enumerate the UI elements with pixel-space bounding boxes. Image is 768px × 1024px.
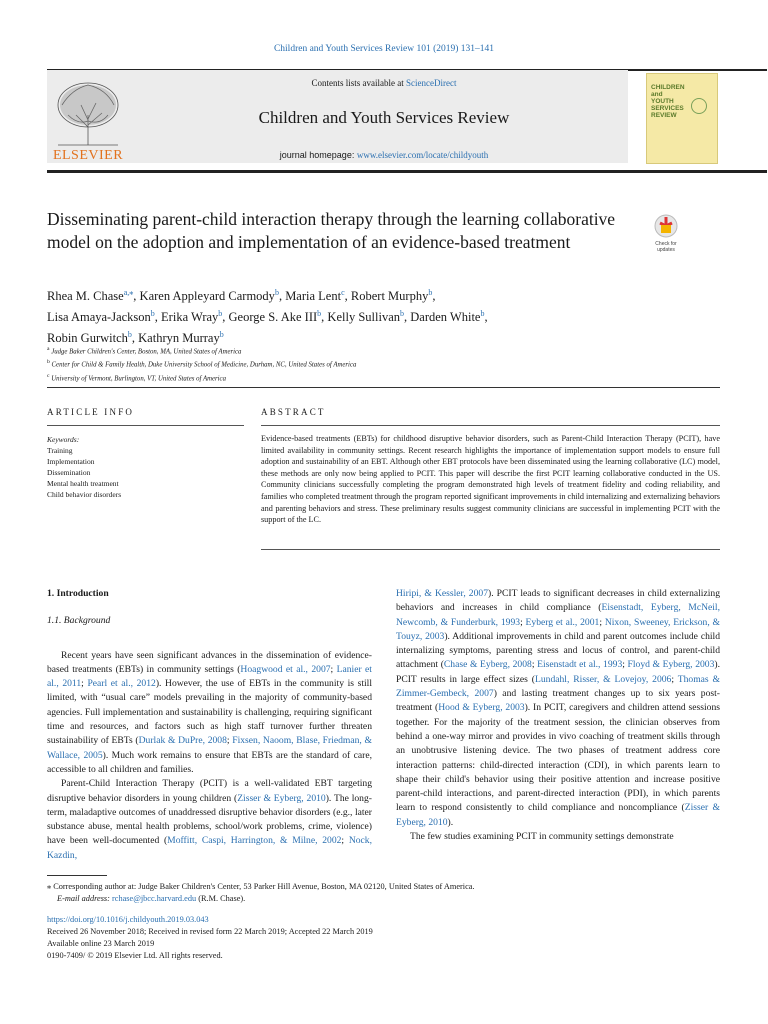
article-info-heading: ARTICLE INFO	[47, 407, 135, 417]
keyword: Dissemination	[47, 468, 91, 477]
citation-link[interactable]: Durlak & DuPre, 2008	[138, 735, 227, 747]
citation-link[interactable]: Zisser & Eyberg, 2010	[396, 802, 720, 828]
citation-link[interactable]: Hiripi, & Kessler, 2007	[396, 588, 488, 599]
available-online: Available online 23 March 2019	[47, 939, 155, 948]
citation-link[interactable]: Fixsen, Naoom, Blase, Friedman, & Wallace, 2005	[47, 735, 372, 761]
body-paragraph: The few studies examining PCIT in community settings demonstrate	[410, 831, 674, 843]
affiliation-marker: a	[47, 346, 50, 352]
author-name[interactable]: Kelly Sullivan	[327, 310, 400, 325]
doi-link[interactable]: https://doi.org/10.1016/j.childyouth.2019.03.043	[47, 915, 209, 924]
body-paragraph: Parent-Child Interaction Therapy (PCIT) is a well-validated EBT targeting disruptive behavior disorders in young children (Zisser & Eyberg, 2010). The long-term, maladaptive outcomes of unaddressed disruptive behavior disorders (e.g., later substance abuse, mental health problems, school/work problems, crime, violence) have been well-documented (Moffitt, Caspi, Harrington, & Milne, 2002; Nock, Kazdin,	[47, 778, 372, 861]
journal-cover-thumbnail[interactable]	[646, 73, 718, 164]
citation-link[interactable]: Lundahl, Risser, & Lovejoy, 2006	[535, 673, 672, 685]
citation-link[interactable]: Nixon, Sweeney, Erickson, & Touyz, 2003	[396, 616, 720, 642]
author-affiliation-marker[interactable]: b	[400, 309, 404, 319]
author-affiliation-marker[interactable]: b	[219, 330, 224, 340]
body-paragraph: Hiripi, & Kessler, 2007). PCIT leads to significant decreases in child externalizing behaviors and increases in child compliance (Eisenstadt, Eyberg, McNeil, Newcomb, & Funderburk, 1993; Eyberg et al., 2001; Nixon, Sweeney, Erickson, & Touyz, 2003). Additional improvements in child and parent outcomes include child internalizing symptoms, parenting stress and locus of control, and parent-child attachment (Chase & Eyberg, 2008; Eisenstadt et al., 1993; Floyd & Eyberg, 2003). PCIT results in large effect sizes (Lundahl, Risser, & Lovejoy, 2006; Thomas & Zimmer-Gembeck, 2007) and lasting treatment changes up to six years post-treatment (Hood & Eyberg, 2003). In PCIT, caregivers and children attend sessions together. For the majority of the treatment session, the clinician observes from behind a one-way mirror and provides in vivo coaching of treatment skills through an unobtrusive listening device. The two phases of treatment address core interaction patterns: child-directed interaction (CDI), in which parents learn to shape their child's behavior using their positive attention and increase positive parent-child interactions, and parent-directed interaction (PDI), in which parents learn to respond consistently to child compliance and noncompliance (Zisser & Eyberg, 2010).	[396, 588, 721, 828]
affiliation-item: $^a$ Judge Baker Children's Center, Boston, MA, United States of America	[47, 346, 242, 356]
citation-link[interactable]: Hoagwood et al., 2007	[240, 663, 331, 675]
author-name[interactable]: Rhea M. Chase	[47, 289, 124, 304]
author-affiliation-marker[interactable]: b	[480, 309, 485, 319]
citation-link[interactable]: Floyd & Eyberg, 2003	[627, 659, 715, 671]
author-affiliation-marker[interactable]: c	[341, 288, 345, 297]
article-title: Disseminating parent-child interaction therapy through the learning collaborative model on the adoption and implementation of an evidence-based treatment	[47, 209, 616, 252]
crossmark-label: Check for	[655, 241, 677, 247]
divider	[47, 425, 244, 426]
citation-link[interactable]: Hood & Eyberg, 2003	[438, 702, 525, 714]
author-affiliation-marker[interactable]: a,⁎	[123, 288, 134, 297]
author-name[interactable]: Robin Gurwitch	[47, 331, 128, 346]
citation-link[interactable]: Lanier et al., 2011	[47, 663, 372, 690]
author-name[interactable]: Kathryn Murray	[138, 331, 220, 346]
homepage-link[interactable]: www.elsevier.com/locate/childyouth	[356, 150, 489, 160]
cover-title: CHILDREN and YOUTH SERVICES REVIEW	[651, 84, 685, 119]
body-column-left	[47, 587, 372, 863]
crossmark-icon[interactable]	[648, 212, 684, 254]
affiliation-marker: c	[47, 372, 50, 379]
divider	[261, 549, 720, 550]
section-heading: 1. Introduction	[47, 588, 109, 599]
author-affiliation-marker[interactable]: b	[274, 288, 279, 297]
citation-link[interactable]: Moffitt, Caspi, Harrington, & Milne, 2002	[167, 835, 342, 847]
citation-link[interactable]: Chase & Eyberg, 2008	[443, 659, 532, 671]
affiliation-marker: b	[47, 359, 50, 366]
citation-link[interactable]: Zisser & Eyberg, 2010	[237, 792, 326, 804]
email-link[interactable]: rchase@jbcc.harvard.edu	[112, 894, 197, 903]
footnote	[47, 881, 720, 905]
keyword: Mental health treatment	[47, 479, 119, 488]
footnote-rule	[47, 875, 107, 876]
citation-link[interactable]: Eisenstadt, Eyberg, McNeil, Newcomb, & Funderburk, 1993	[396, 602, 720, 628]
email-label: E-mail address:	[57, 894, 110, 903]
keywords-block	[47, 434, 247, 500]
citation-link[interactable]: Eisenstadt et al., 1993	[537, 659, 623, 671]
affiliation-item: $^b$ Center for Child & Family Health, Duke University School of Medicine, Durham, NC, United States of America	[47, 359, 357, 369]
cover-emblem-icon	[691, 98, 707, 114]
author-list: Rhea M. Chase$^{a,⁎}$, Karen Appleyard Carmody$^b$, Maria Lent$^c$, Robert Murphy$^b$, Lisa Amaya-Jackson$^b$, Erika Wray$^b$, George S. Ake III$^b$, Kelly Sullivan$^b$, Darden White$^b$, Robin Gurwitch$^b$, Kathryn Murray$^b$	[47, 288, 488, 346]
keywords-label: Keywords:	[47, 435, 80, 444]
author-name[interactable]: Erika Wray	[161, 310, 219, 325]
sciencedirect-link[interactable]: ScienceDirect	[406, 78, 457, 88]
divider	[261, 425, 720, 426]
received-dates: Received 26 November 2018; Received in revised form 22 March 2019; Accepted 22 March 2019	[47, 927, 373, 936]
author-affiliation-marker[interactable]: b	[428, 288, 433, 297]
affiliations	[47, 344, 647, 384]
crossmark-label-2: updates	[657, 247, 675, 253]
publication-info	[47, 914, 720, 962]
divider	[47, 387, 720, 388]
keyword: Implementation	[47, 457, 95, 466]
author-name[interactable]: George S. Ake III	[228, 310, 318, 325]
homepage-label: journal homepage:	[279, 150, 357, 160]
header-bottom-rule	[47, 170, 767, 173]
contents-prefix: Contents lists available at	[311, 78, 406, 88]
citation-link[interactable]: Eyberg et al., 2001	[525, 616, 600, 628]
copyright: 0190-7409/ © 2019 Elsevier Ltd. All rights reserved.	[47, 951, 223, 960]
citation-link[interactable]: Nock, Kazdin,	[47, 835, 372, 861]
citation-link[interactable]: Thomas & Zimmer-Gembeck, 2007	[396, 673, 720, 700]
author-name[interactable]: Lisa Amaya-Jackson	[47, 310, 151, 325]
journal-title: Children and Youth Services Review	[258, 108, 510, 127]
author-name[interactable]: Darden White	[410, 310, 481, 325]
author-name[interactable]: Robert Murphy	[350, 289, 429, 304]
journal-reference[interactable]: Children and Youth Services Review 101 (2019) 131–141	[273, 44, 495, 54]
author-name[interactable]: Karen Appleyard Carmody	[139, 289, 275, 304]
body-paragraph: Recent years have seen significant advances in the dissemination of evidence-based treatments (EBTs) in community settings (Hoagwood et al., 2007; Lanier et al., 2011; Pearl et al., 2012). However, the use of EBTs in the community is still limited, with “usual care” models prevailing in the majority of community-based agencies. Full implementation and sustainability is challenging, requiring significant time and resources, and factors such as high staff turnover further threaten sustainability of EBTs (Durlak & DuPre, 2008; Fixsen, Naoom, Blase, Friedman, & Wallace, 2005). Much work remains to ensure that EBTs are the standard of care, accessible to all children and families.	[47, 649, 372, 775]
author-affiliation-marker[interactable]: b	[317, 309, 322, 319]
abstract-heading: ABSTRACT	[261, 407, 326, 417]
keyword: Training	[47, 446, 73, 455]
author-affiliation-marker[interactable]: b	[218, 309, 223, 319]
keyword: Child behavior disorders	[47, 490, 122, 499]
email-suffix: (R.M. Chase).	[196, 894, 246, 903]
author-name[interactable]: Maria Lent	[285, 289, 342, 304]
abstract-text: Evidence-based treatments (EBTs) for childhood disruptive behavior disorders, such as Parent-Child Interaction Therapy (PCIT), have limited availability in community settings. Recent research highlights the importance of implementation support models to ensure full adoption and sustainability of an EBT. Although other EBT protocols have been disseminated using the learning collaborative (LC) model, these methods are only now being applied to PCIT. This paper will describe the first PCIT learning collaborative conducted in the US. Community clinicians successfully completing the program demonstrated high levels of treatment fidelity and coding reliability, and families who completed treatment through the program reported significant improvements in child internalizing and externalizing behaviors and parenting behaviors and stress. These preliminary results suggest community clinicians are successful in implementing PCIT with the support of the LC.	[261, 434, 720, 525]
subsection-heading: 1.1. Background	[47, 615, 111, 627]
author-affiliation-marker[interactable]: b	[127, 330, 132, 340]
affiliation-item: $^c$ University of Vermont, Burlington, VT, United States of America	[47, 372, 226, 382]
author-affiliation-marker[interactable]: b	[150, 309, 155, 319]
corresponding-author-note: ⁎ Corresponding author at: Judge Baker Children's Center, 53 Parker Hill Avenue, Boston, MA 02120, United States of America.	[47, 882, 475, 891]
email-line	[47, 893, 720, 905]
body-column-right	[396, 587, 720, 844]
publisher-wordmark: ELSEVIER	[52, 148, 124, 163]
citation-link[interactable]: Pearl et al., 2012	[87, 678, 156, 690]
